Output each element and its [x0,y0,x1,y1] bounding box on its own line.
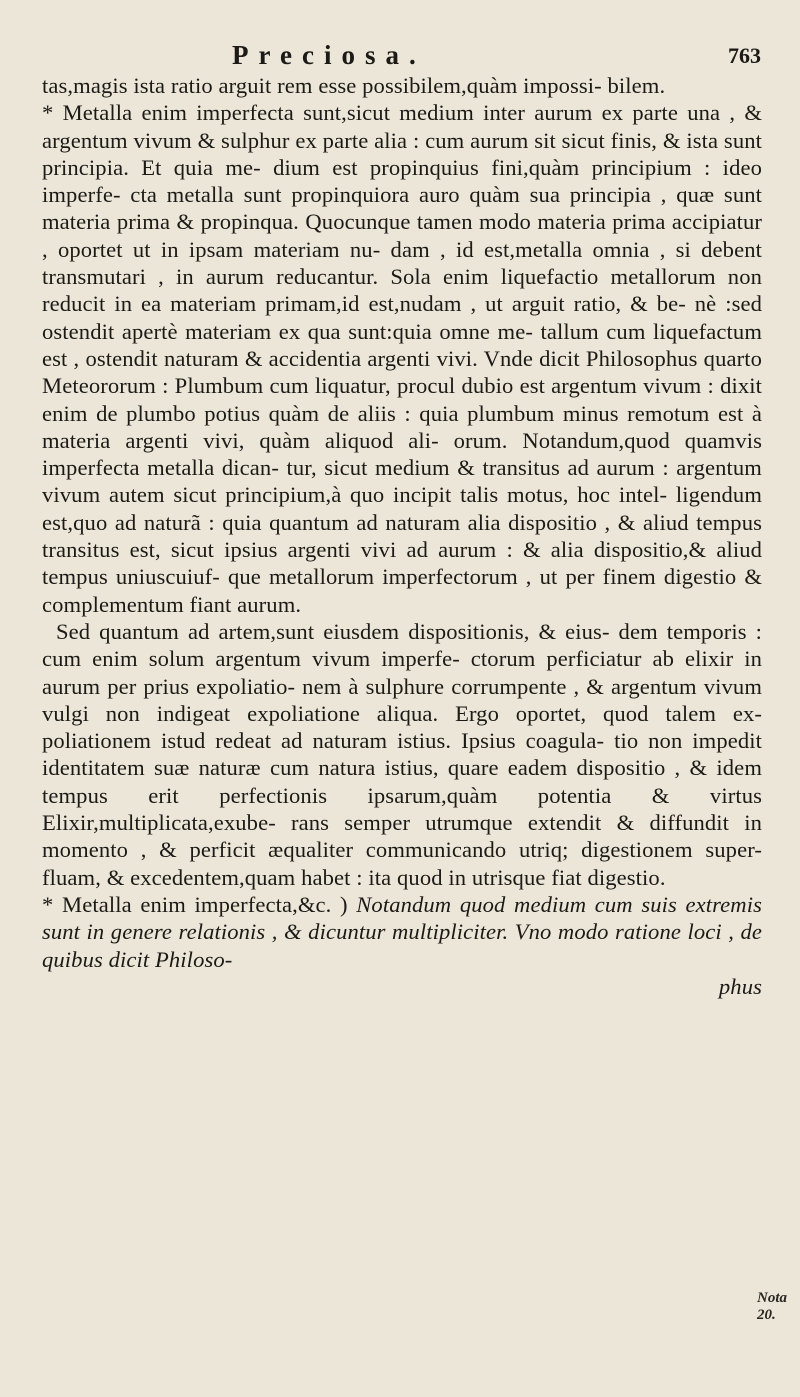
catchword: phus [718,973,762,999]
paragraph-metalla: * Metalla enim imperfecta sunt,sicut medium inter aurum ex parte una , & argentum vivum & sulphur ex parte alia : cum aurum sit sicut finis, & ista sunt principia. Et quia me- dium est propinquius fini,quàm principium : ideo imperfe- cta metalla sunt propinquiora auro quàm sua principia , quæ sunt materia prima & propinqua. Quocunque tamen modo materia prima accipiatur , oportet ut in ipsam materiam nu- dam , id est,metalla omnia , si debent transmutari , in aurum reducantur. Sola enim liquefactio metallorum non reducit in ea materiam primam,id est,nudam , ut arguit ratio, & be- nè :sed ostendit apertè materiam ex qua sunt:quia omne me- tallum cum liquefactum est , ostendit naturam & accidentia argenti vivi. Vnde dicit Philosophus quarto Meteororum : Plumbum cum liquatur, procul dubio est argentum vivum : dixit enim de plumbo potius quàm de aliis : quia plumbum minus remotum est à materia argenti vivi, quàm aliquod ali- orum. Notandum,quod quamvis imperfecta metalla dican- tur, sicut medium & transitus ad aurum : argentum vivum autem sicut principium,à quo incipit talis motus, hoc intel- ligendum est,quo ad naturã : quia quantum ad naturam alia dispositio , & aliud tempus transitus est, sicut ipsius argenti vivi ad aurum : & alia dispositio,& aliud tempus uniuscuiuf- que metallorum imperfectorum , ut per finem digestio & complementum fiant aurum. [42,100,762,617]
running-head [0,40,800,72]
commentary-text: Notandum quod medium cum suis extremis sunt in genere relationis , & dicuntur multipliciter. Vno modo ratione loci , de quibus dicit Philoso- [42,891,762,972]
commentary-lemma: * Metalla enim imperfecta,&c. ) [42,891,357,917]
running-title: Preciosa. [232,40,426,70]
paragraph-opening: tas,magis ista ratio arguit rem esse possibilem,quàm impossi- bilem. [42,73,666,98]
page-number: 763 [728,43,761,68]
body-text [42,72,762,1000]
paragraph-commentary [42,891,762,973]
paragraph-sed-quantum: Sed quantum ad artem,sunt eiusdem dispositionis, & eius- dem temporis : cum enim solum argentum vivum imperfe- ctorum perficiatur ab elixir in aurum per prius expoliatio- nem à sulphure corrumpente , & argentum vivum vulgi non indigeat expoliatione aliqua. Ergo oportet, quod talem ex- poliationem istud redeat ad naturam istius. Ipsius coagula- tio non impedit identitatem suæ naturæ cum natura istius, quare eadem dispositio , & idem tempus erit perfectionis ipsarum,quàm potentia & virtus Elixir,multiplicata,exube- rans semper utrumque extendit & diffundit in momento , & perficit æqualiter communicando utriq; digestionem super- fluam, & excedentem,quam habet : ita quod in utrisque fiat digestio. [42,618,762,890]
margin-note: Nota 20. [757,1290,787,1323]
